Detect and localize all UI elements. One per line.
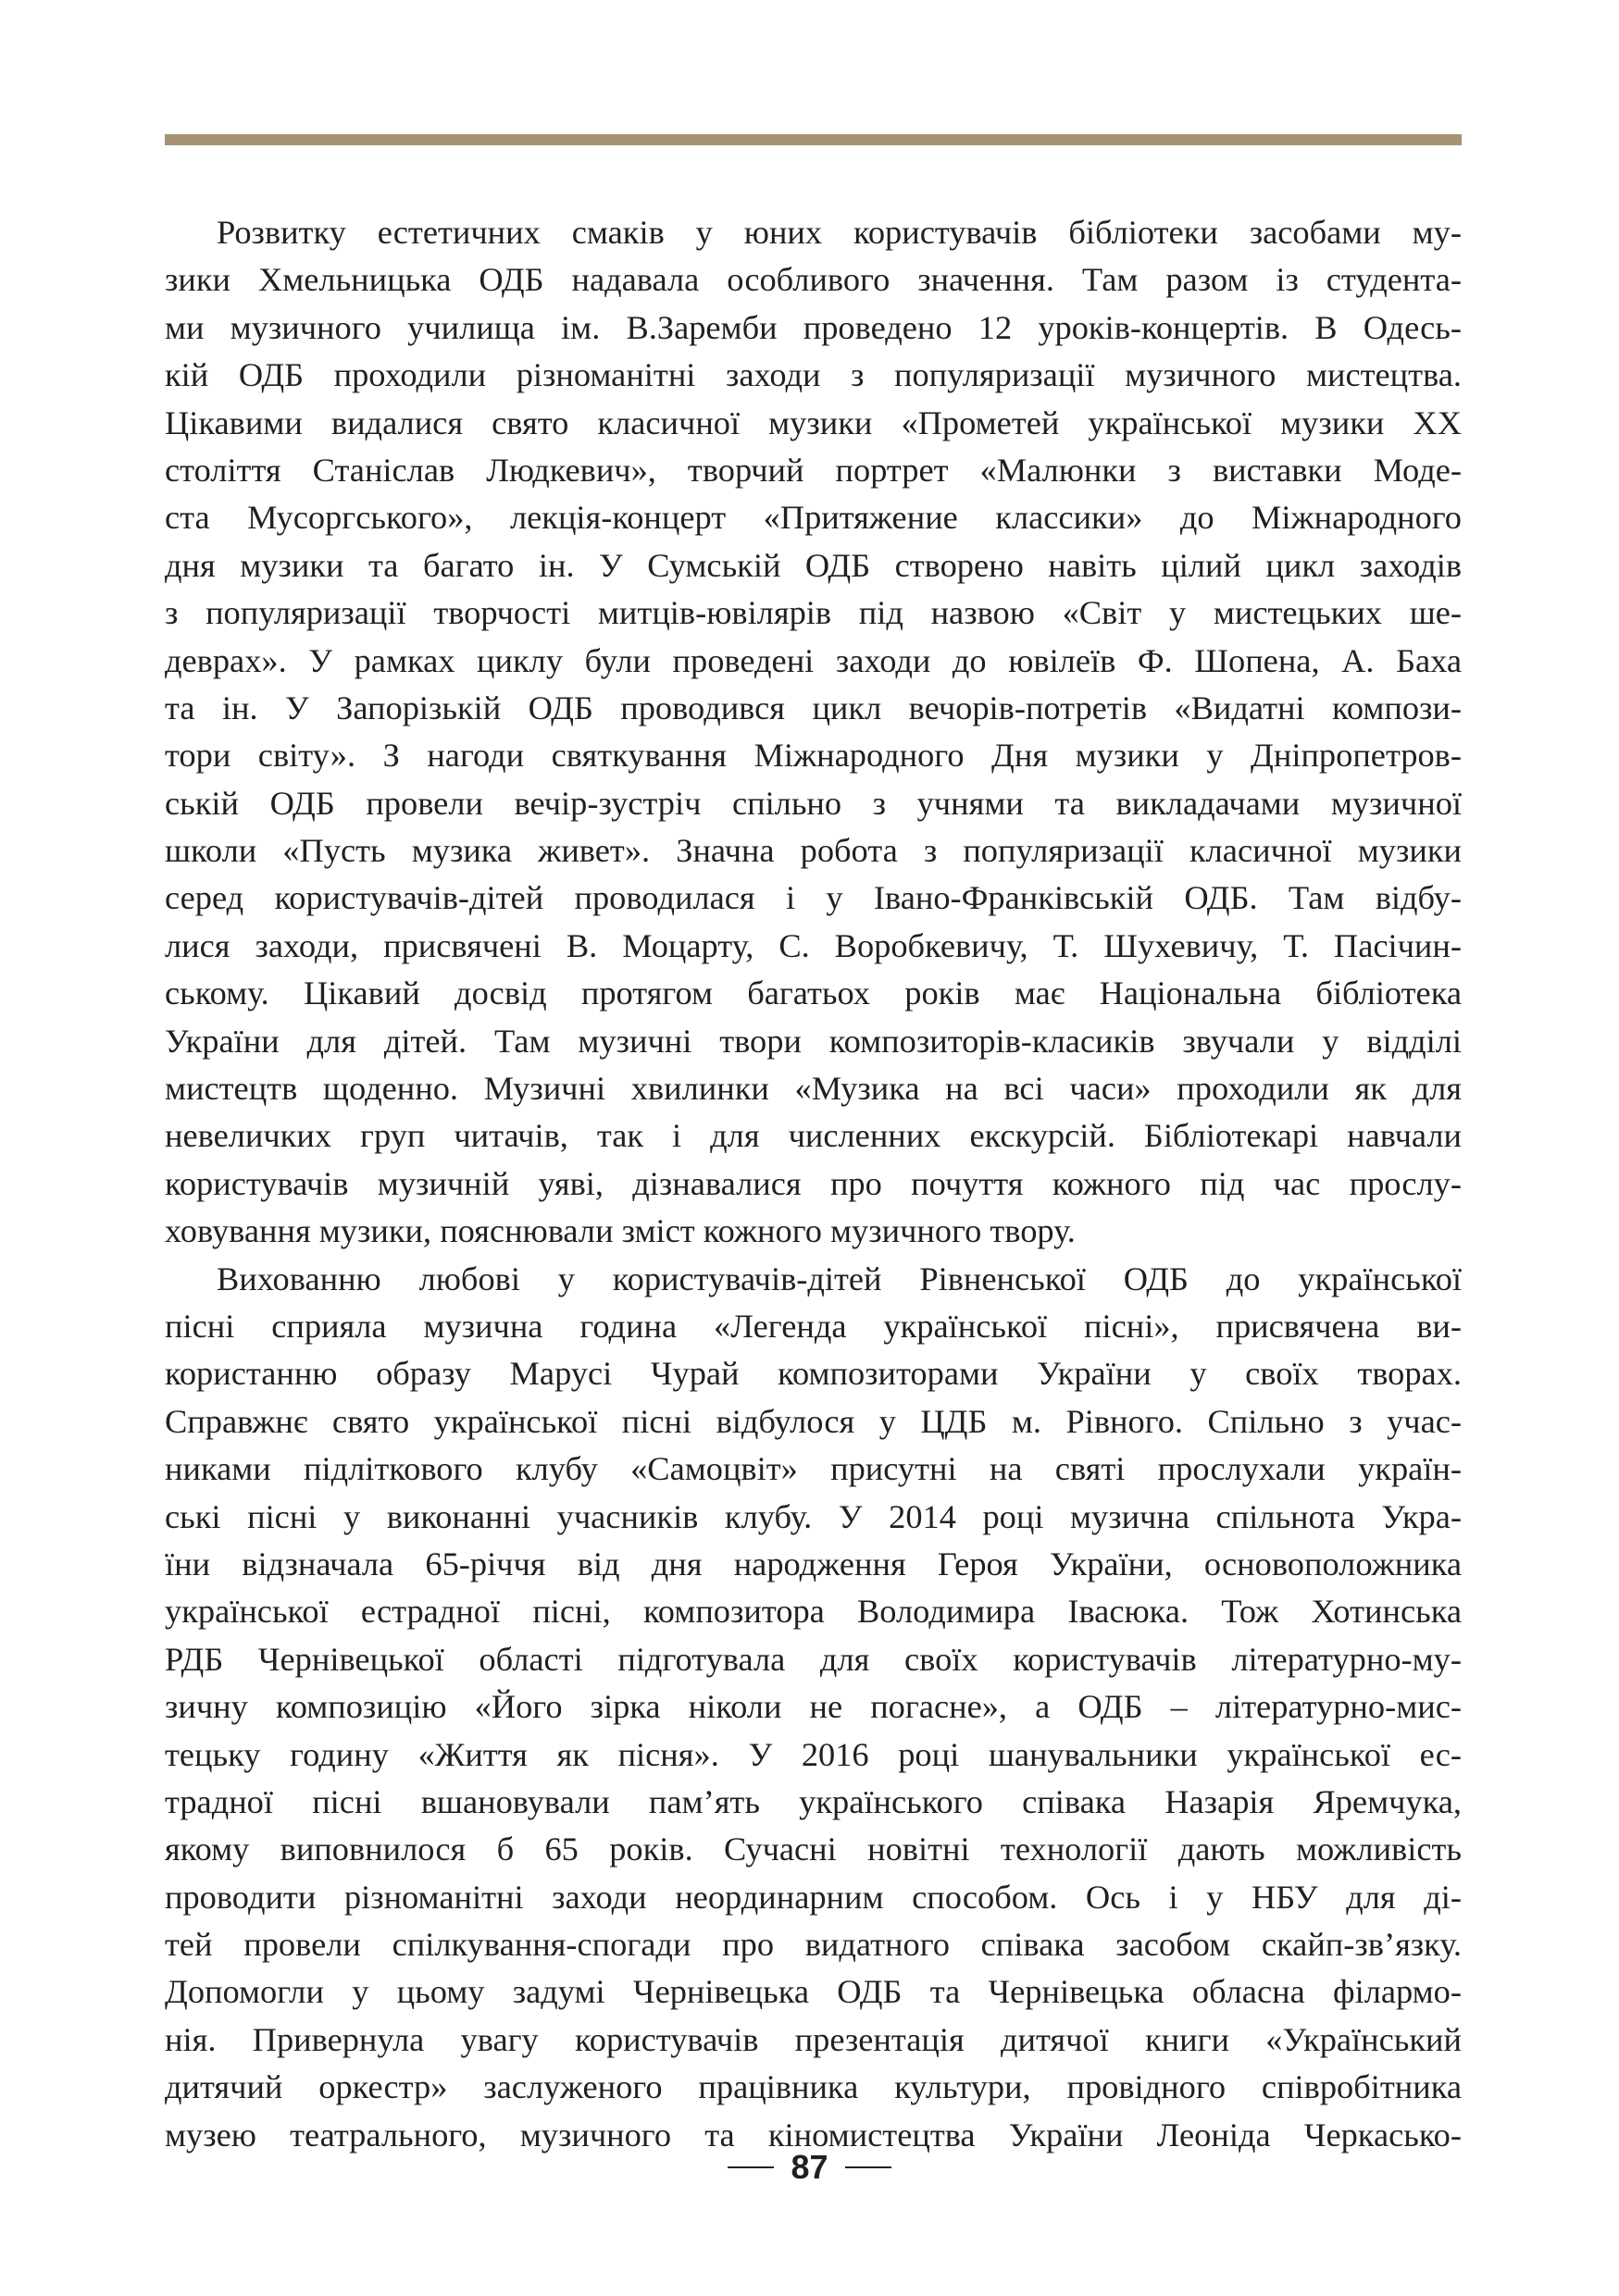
- text-line: школи «Пусть музика живет». Значна робота з популяризації класичної музики: [165, 832, 1462, 870]
- page-footer: [0, 2140, 1619, 2195]
- paragraph: [165, 209, 1462, 1256]
- text-line: України для дітей. Там музичні твори композиторів-класиків звучали у відділі: [165, 1022, 1462, 1060]
- text-line: тей провели спілкування-спогади про видатного співака засобом скайп-зв’язку.: [165, 1926, 1462, 1964]
- page-number: 87: [791, 2148, 828, 2186]
- text-line: ські пісні у виконанні учасників клубу. У 2014 році музична спільнота Укра-: [165, 1497, 1462, 1535]
- text-line: пісні сприяла музична година «Легенда української пісні», присвячена ви-: [165, 1307, 1462, 1345]
- text-line: дитячий оркестр» заслуженого працівника культури, провідного співробітника: [165, 2068, 1462, 2106]
- text-line: невеличких груп читачів, так і для численних екскурсій. Бібліотекарі навчали: [165, 1117, 1462, 1155]
- text-line: століття Станіслав Людкевич», творчий портрет «Малюнки з виставки Моде-: [165, 451, 1462, 489]
- text-line: Цікавими видалися свято класичної музики «Прометей української музики ХХ: [165, 403, 1462, 441]
- text-line: Допомогли у цьому задумі Чернівецька ОДБ та Чернівецька обласна філармо-: [165, 1973, 1462, 2011]
- text-line: серед користувачів-дітей проводилася і у Івано-Франківській ОДБ. Там відбу-: [165, 879, 1462, 917]
- text-line: нія. Привернула увагу користувачів презентація дитячої книги «Український: [165, 2020, 1462, 2058]
- text-line: їни відзначала 65-річчя від дня народження Героя України, основоположника: [165, 1545, 1462, 1582]
- paragraph: [165, 1256, 1462, 2159]
- text-line: деврах». У рамках циклу були проведені заходи до ювілеїв Ф. Шопена, А. Баха: [165, 641, 1462, 679]
- text-line: традної пісні вшановували пам’ять українського співака Назарія Яремчука,: [165, 1782, 1462, 1820]
- text-line: лися заходи, присвячені В. Моцарту, С. Воробкевичу, Т. Шухевичу, Т. Пасічин-: [165, 926, 1462, 964]
- text-line: мистецтв щоденно. Музичні хвилинки «Музика на всі часи» проходили як для: [165, 1070, 1462, 1108]
- text-line: ській ОДБ провели вечір-зустріч спільно з учнями та викладачами музичної: [165, 784, 1462, 822]
- text-line: та ін. У Запорізькій ОДБ проводився цикл вечорів-потретів «Видатні компози-: [165, 689, 1462, 726]
- text-line: никами підліткового клубу «Самоцвіт» присутні на святі прослухали україн-: [165, 1450, 1462, 1488]
- text-line: ста Мусоргського», лекція-концерт «Притяжение классики» до Міжнародного: [165, 499, 1462, 537]
- header-rule: [165, 134, 1462, 145]
- text-line: тори світу». З нагоди святкування Міжнародного Дня музики у Дніпропетров-: [165, 737, 1462, 775]
- text-line: ському. Цікавий досвід протягом багатьох років має Національна бібліотека: [165, 974, 1462, 1012]
- text-line: якому виповнилося б 65 років. Сучасні новітні технології дають можливість: [165, 1831, 1462, 1868]
- text-line: дня музики та багато ін. У Сумській ОДБ створено навіть цілий цикл заходів: [165, 546, 1462, 584]
- text-line: користанню образу Марусі Чурай композиторами України у своїх творах.: [165, 1355, 1462, 1393]
- text-line: Вихованню любові у користувачів-дітей Рівненської ОДБ до української: [217, 1260, 1462, 1297]
- text-line: Справжнє свято української пісні відбулося у ЦДБ м. Рівного. Спільно з учас-: [165, 1402, 1462, 1440]
- text-line: з популяризації творчості митців-ювілярів під назвою «Світ у мистецьких ше-: [165, 594, 1462, 632]
- text-line: української естрадної пісні, композитора Володимира Івасюка. Тож Хотинська: [165, 1593, 1462, 1631]
- text-line: зичну композицію «Його зірка ніколи не погасне», а ОДБ – літературно-мис-: [165, 1688, 1462, 1726]
- text-line: проводити різноманітні заходи неординарним способом. Ось і у НБУ для ді-: [165, 1878, 1462, 1916]
- text-line: Розвитку естетичних смаків у юних користувачів бібліотеки засобами му-: [217, 214, 1462, 251]
- text-line: музею театрального, музичного та кіномистецтва України Леоніда Черкасько-: [165, 2116, 1462, 2153]
- text-line: зики Хмельницька ОДБ надавала особливого значення. Там разом із студента-: [165, 261, 1462, 299]
- text-line: ховування музики, пояснювали зміст кожного музичного твору.: [165, 1212, 1076, 1250]
- footer-dash-left: [728, 2166, 774, 2168]
- body-text: [165, 209, 1462, 2159]
- text-line: тецьку годину «Життя як пісня». У 2016 році шанувальники української ес-: [165, 1735, 1462, 1773]
- text-line: ми музичного училища ім. В.Заремби проведено 12 уроків-концертів. В Одесь-: [165, 308, 1462, 346]
- footer-dash-right: [845, 2166, 891, 2168]
- text-line: кій ОДБ проходили різноманітні заходи з популяризації музичного мистецтва.: [165, 356, 1462, 394]
- text-line: користувачів музичній уяві, дізнавалися про почуття кожного під час прослу-: [165, 1164, 1462, 1202]
- text-line: РДБ Чернівецької області підготувала для своїх користувачів літературно-му-: [165, 1640, 1462, 1678]
